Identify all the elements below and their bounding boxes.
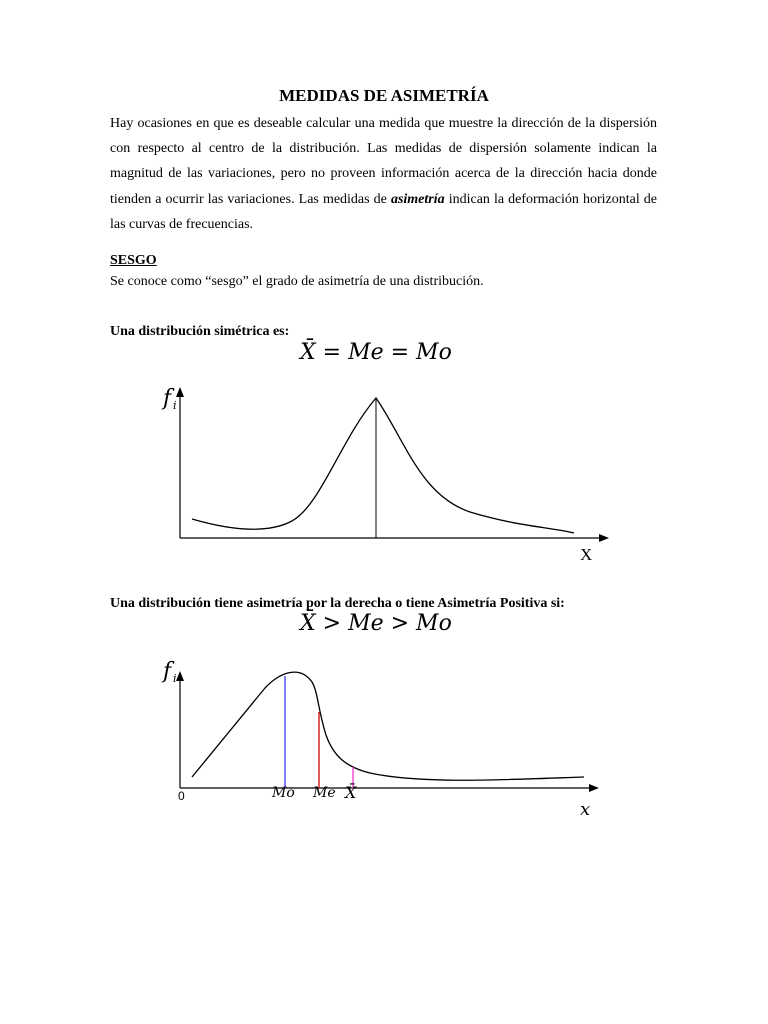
sesgo-heading: SESGO xyxy=(110,253,157,268)
symmetric-y-label: f xyxy=(163,386,172,411)
positive-x-label: x xyxy=(580,799,591,820)
positive-y-subscript: i xyxy=(173,672,177,685)
intro-text-part2: indican la deformación horizontal de las curvas de frecuencias. xyxy=(110,191,658,232)
positive-axes xyxy=(176,671,599,792)
positive-skew-heading: Una distribución tiene asimetría por la derecha o tiene Asimetría Positiva si: xyxy=(110,596,565,611)
mode-label: Mo xyxy=(272,785,295,801)
origin-label: 0 xyxy=(178,789,185,803)
symmetric-x-label: X xyxy=(580,545,593,564)
positive-x-arrow xyxy=(589,784,599,792)
symmetric-heading: Una distribución simétrica es: xyxy=(110,324,290,339)
positive-y-label: f xyxy=(163,659,172,684)
positive-y-arrow xyxy=(176,671,184,681)
document-title: MEDIDAS DE ASIMETRÍA xyxy=(279,86,489,105)
positive-skew-curve xyxy=(192,672,584,780)
median-label: Me xyxy=(313,785,336,801)
sesgo-definition: Se conoce como “sesgo” el grado de asimetría de una distribución. xyxy=(110,274,484,289)
symmetric-y-subscript: i xyxy=(173,399,177,412)
intro-text-part1: Hay ocasiones en que es deseable calcular una medida que muestre la dirección de la dispersión con respecto al centro de la distribución. Las medidas de dispersión solamente indican la magnitud de las variaciones, pero no proveen información acerca de la dirección hacia donde tienden a ocurrir las variaciones. Las medidas de xyxy=(110,116,657,207)
symmetric-formula: X̄ = Me = Mo xyxy=(300,340,452,365)
intro-emphasis: asimetría xyxy=(390,191,445,207)
positive-skew-formula: X̄ > Me > Mo xyxy=(300,611,452,636)
mean-label: X̄ xyxy=(345,783,357,802)
